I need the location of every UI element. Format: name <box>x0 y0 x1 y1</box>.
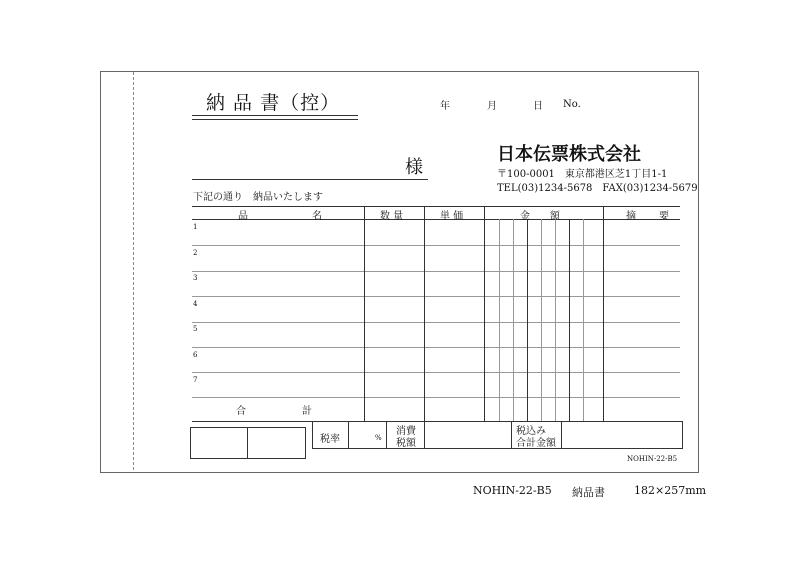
digit-line <box>541 219 542 421</box>
tax-divider <box>424 421 425 448</box>
row-number: 2 <box>193 249 198 257</box>
header-item-b: 名 <box>312 211 322 222</box>
tax-summary-box <box>312 421 683 449</box>
col-line-qty <box>364 206 365 421</box>
company-name: 日本伝票株式会社 <box>497 144 641 165</box>
percent-label: % <box>375 434 382 442</box>
consumption-tax-label-2: 税額 <box>396 438 416 449</box>
consumption-tax-label-1: 消費 <box>396 426 416 437</box>
recipient-line <box>192 179 428 180</box>
tax-divider <box>561 421 562 448</box>
row-number: 4 <box>193 300 198 308</box>
date-month-label: 月 <box>487 101 497 112</box>
row-number: 1 <box>193 223 198 231</box>
row-number: 5 <box>193 325 198 333</box>
number-label: No. <box>563 99 581 110</box>
digit-line <box>513 219 514 421</box>
row-number: 6 <box>193 351 198 359</box>
caption-size: 182×257mm <box>634 484 707 497</box>
title-underline-2 <box>192 119 358 120</box>
row-line <box>192 322 680 323</box>
delivery-note: 下記の通り 納品いたします <box>193 192 323 203</box>
header-unit-price: 単 価 <box>440 211 464 222</box>
stamp-box <box>190 427 306 459</box>
table-header-line <box>192 219 680 220</box>
delivery-slip-form <box>100 71 699 473</box>
header-remarks-b: 要 <box>659 211 669 222</box>
digit-line <box>527 219 528 421</box>
date-year-label: 年 <box>440 101 450 112</box>
company-address: 〒100-0001 東京都港区芝1丁目1-1 <box>497 169 668 180</box>
col-line-unit <box>424 206 425 421</box>
digit-line <box>583 219 584 421</box>
form-title: 納 品 書（控） <box>206 92 341 114</box>
row-line <box>192 271 680 272</box>
row-number: 7 <box>193 376 198 384</box>
digit-line <box>569 219 570 421</box>
form-code-small: NOHIN-22-B5 <box>627 455 678 463</box>
table-top-line <box>192 206 680 207</box>
total-label-a: 合 <box>236 406 246 417</box>
caption-name: 納品書 <box>572 486 605 499</box>
row-line <box>192 245 680 246</box>
tax-divider <box>386 421 387 448</box>
total-incl-tax-label-1: 税込み <box>516 426 546 437</box>
col-line-amount <box>484 206 485 421</box>
total-label-b: 計 <box>302 406 312 417</box>
row-line <box>192 372 680 373</box>
total-incl-tax-label-2: 合計金額 <box>516 438 556 449</box>
row-line <box>192 296 680 297</box>
tax-divider <box>511 421 512 448</box>
title-underline-1 <box>192 115 358 116</box>
row-number: 3 <box>193 274 198 282</box>
digit-line <box>555 219 556 421</box>
digit-line <box>499 219 500 421</box>
stamp-divider <box>247 427 248 458</box>
row-line <box>192 397 680 398</box>
perforation-line <box>133 72 134 470</box>
company-phone: TEL(03)1234-5678 FAX(03)1234-5679 <box>497 183 698 194</box>
header-item-a: 品 <box>238 211 248 222</box>
header-amount-a: 金 <box>520 211 530 222</box>
col-line-remarks <box>603 206 604 421</box>
header-qty: 数 量 <box>380 211 404 222</box>
tax-divider <box>348 421 349 448</box>
tax-rate-label: 税率 <box>320 434 340 445</box>
header-remarks-a: 摘 <box>626 211 636 222</box>
date-day-label: 日 <box>533 101 543 112</box>
recipient-sama: 様 <box>405 157 423 178</box>
row-line <box>192 347 680 348</box>
caption-code: NOHIN-22-B5 <box>473 484 552 497</box>
header-amount-b: 額 <box>550 211 560 222</box>
